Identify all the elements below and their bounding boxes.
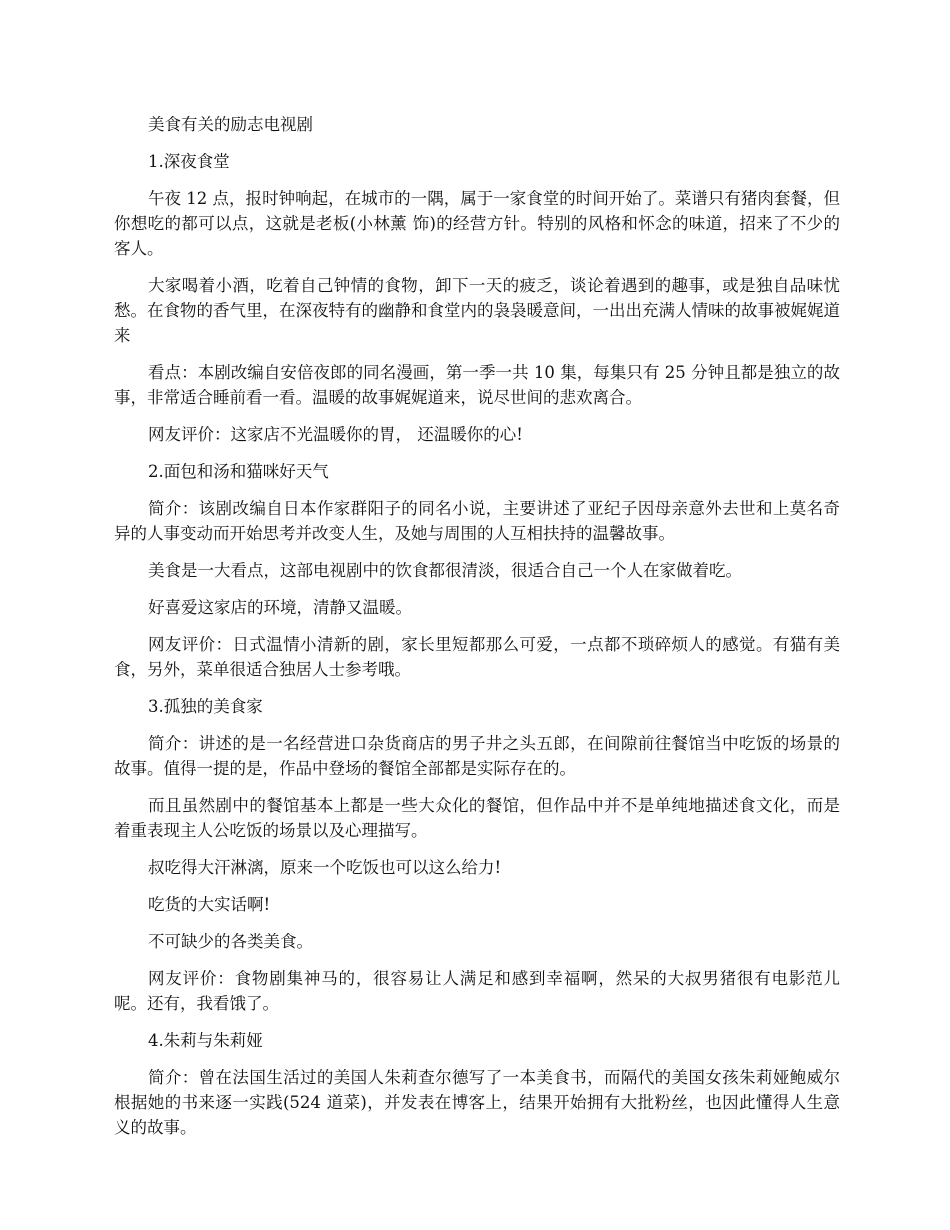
section-heading-1: 1.深夜食堂 (148, 152, 230, 171)
paragraph: 简介：曾在法国生活过的美国人朱莉查尔德写了一本美食书，而隔代的美国女孩朱莉娅鲍威尔根据她的书来逐一实践(524 道菜)，并发表在博客上，结果开始拥有大批粉丝，也因此懂得人生意义的故事。 (114, 1068, 840, 1137)
section-heading-3: 3.孤独的美食家 (148, 697, 263, 716)
paragraph: 吃货的大实话啊! (148, 895, 271, 914)
paragraph: 叔吃得大汗淋漓，原来一个吃饭也可以这么给力! (148, 858, 502, 877)
paragraph: 网友评价：日式温情小清新的剧，家长里短都那么可爱，一点都不琐碎烦人的感觉。有猫有美食，另外，菜单很适合独居人士参考哦。 (114, 635, 840, 679)
paragraph: 大家喝着小酒，吃着自己钟情的食物，卸下一天的疲乏，谈论着遇到的趣事，或是独自品味忧愁。在食物的香气里，在深夜特有的幽静和食堂内的袅袅暖意间，一出出充满人情味的故事被娓娓道来 (114, 276, 840, 345)
paragraph: 好喜爱这家店的环境，清静又温暖。 (148, 598, 412, 617)
paragraph: 网友评价：这家店不光温暖你的胃， 还温暖你的心! (148, 425, 523, 444)
paragraph: 网友评价：食物剧集神马的，很容易让人满足和感到幸福啊，然呆的大叔男猪很有电影范儿呢。还有，我看饿了。 (114, 969, 840, 1013)
document-title: 美食有关的励志电视剧 (148, 115, 313, 134)
paragraph: 午夜 12 点，报时钟响起，在城市的一隅，属于一家食堂的时间开始了。菜谱只有猪肉套餐，但你想吃的都可以点，这就是老板(小林薰 饰)的经营方针。特别的风格和怀念的味道，招来了不少的客人。 (114, 189, 840, 258)
section-heading-4: 4.朱莉与朱莉娅 (148, 1031, 263, 1050)
section-heading-2: 2.面包和汤和猫咪好天气 (148, 462, 329, 481)
paragraph: 简介：讲述的是一名经营进口杂货商店的男子井之头五郎，在间隙前往餐馆当中吃饭的场景的故事。值得一提的是，作品中登场的餐馆全部都是实际存在的。 (114, 734, 840, 778)
paragraph: 简介：该剧改编自日本作家群阳子的同名小说，主要讲述了亚纪子因母亲意外去世和上莫名奇异的人事变动而开始思考并改变人生，及她与周围的人互相扶持的温馨故事。 (114, 499, 840, 543)
document-body (114, 112, 840, 1152)
paragraph: 美食是一大看点，这部电视剧中的饮食都很清淡，很适合自己一个人在家做着吃。 (148, 561, 742, 580)
paragraph: 而且虽然剧中的餐馆基本上都是一些大众化的餐馆，但作品中并不是单纯地描述食文化，而是着重表现主人公吃饭的场景以及心理描写。 (114, 796, 840, 840)
paragraph: 不可缺少的各类美食。 (148, 932, 313, 951)
paragraph: 看点：本剧改编自安倍夜郎的同名漫画，第一季一共 10 集，每集只有 25 分钟且都是独立的故事，非常适合睡前看一看。温暖的故事娓娓道来，说尽世间的悲欢离合。 (114, 363, 840, 407)
